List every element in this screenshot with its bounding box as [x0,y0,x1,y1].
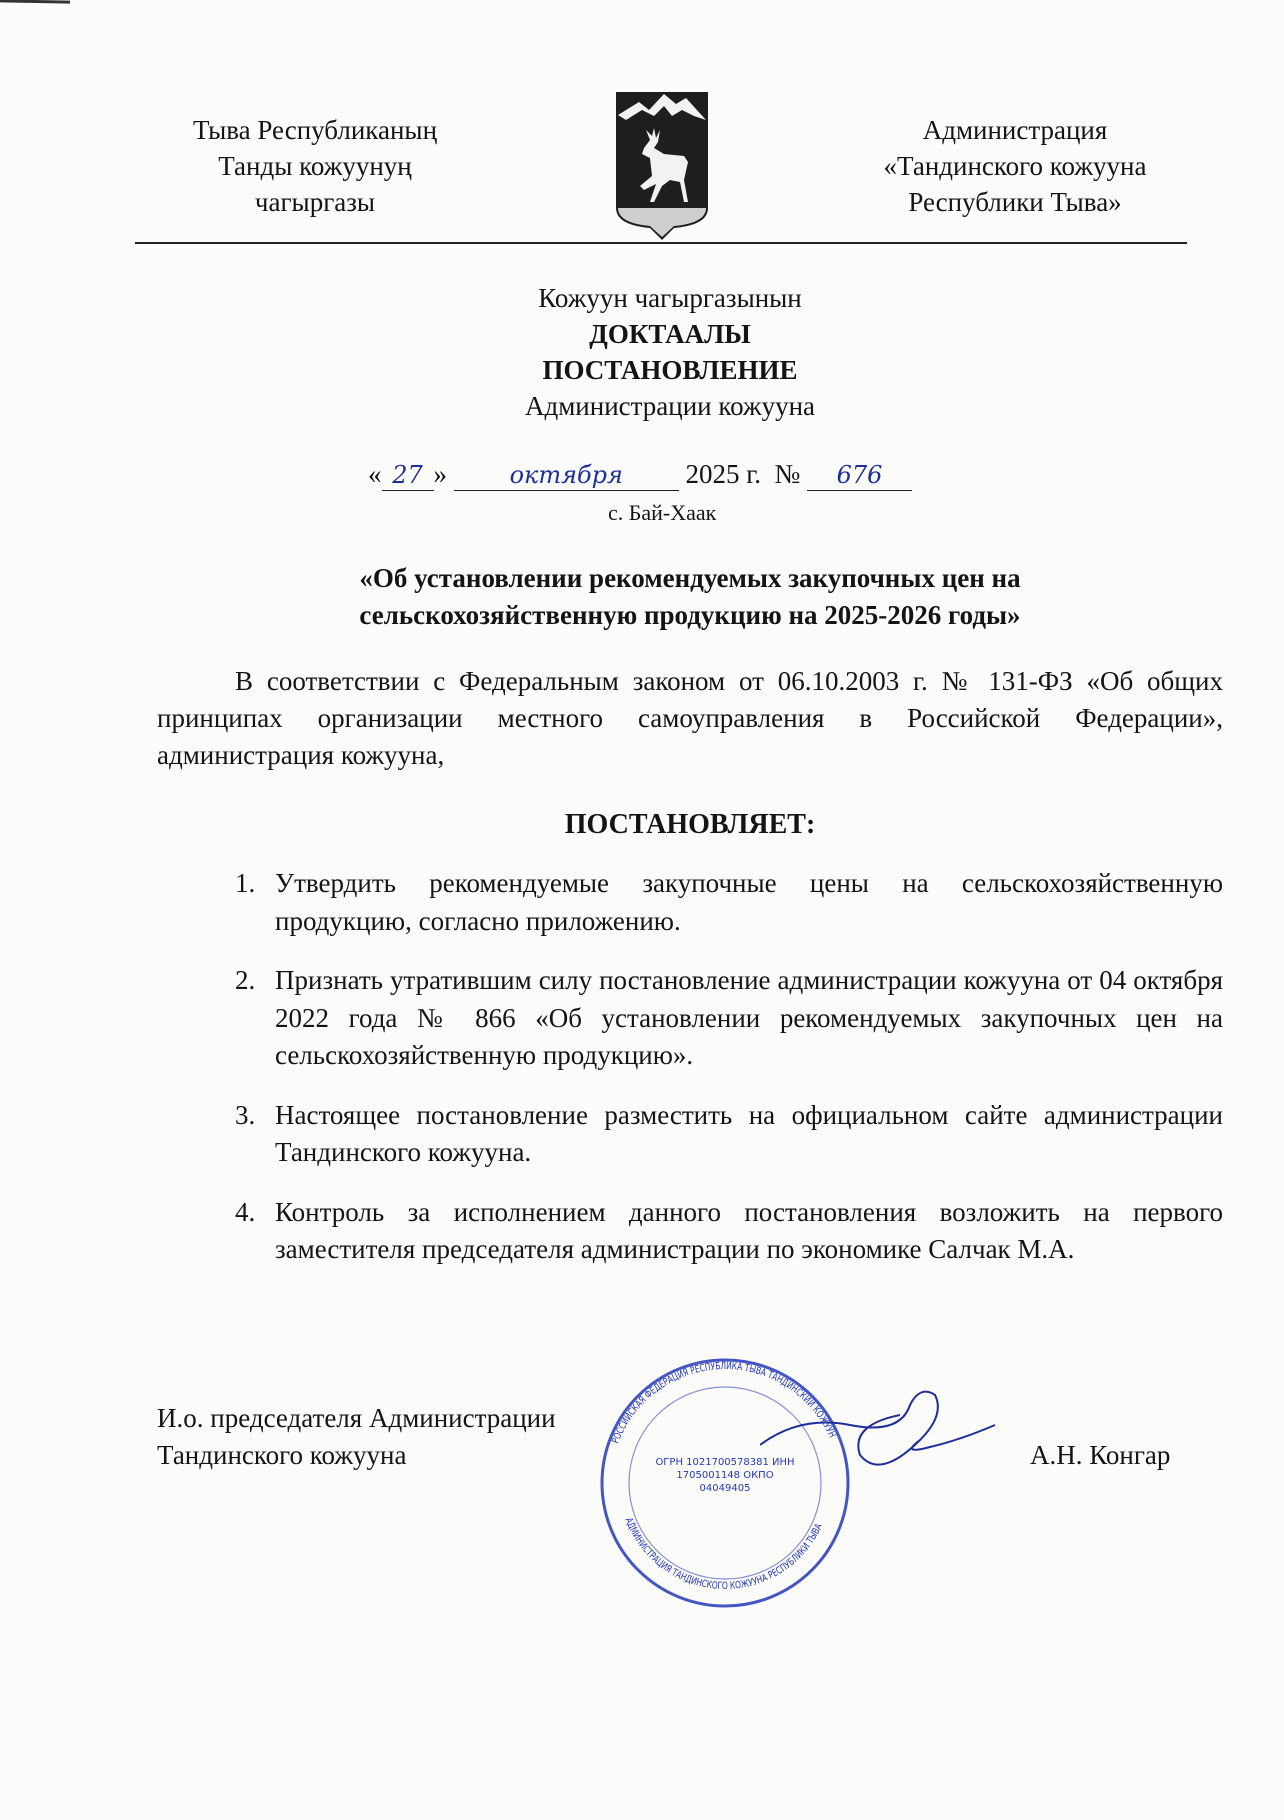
item-text: Настоящее постановление разместить на официальном сайте администрации Тандинского кожууна. [275,1099,1223,1167]
position-line: Тандинского кожууна [157,1440,407,1470]
doc-type-line: Администрации кожууна [524,391,816,421]
header-divider [135,242,1187,244]
header-right [835,112,1195,220]
title-line: «Об установлении рекомендуемых закупочных цен на [359,563,1021,593]
document-body [157,560,1223,1269]
list-item [235,1097,1223,1172]
document-type [400,280,940,424]
header-left [135,112,495,220]
handwritten-signature [760,1385,1000,1485]
svg-text:АДМИНИСТРАЦИЯ ТАНДИНСКОГО КОЖУ [623,1516,825,1592]
item-text: Признать утратившим силу постановление администрации кожууна от 04 октября 2022 года № 866 «Об установлении рекомендуемых закупочных цен на сельскохозяйственную продукцию». [275,965,1223,1070]
quote: « [368,459,382,489]
date-year: 2025 г. [685,459,762,489]
header-left-line: Танды кожуунуң [218,151,412,181]
header-left-line: Тыва Республиканың [192,115,438,145]
quote: » [433,459,447,489]
header-left-line: чагыргазы [254,187,376,217]
item-number: 2. [235,965,256,995]
doc-type-line: Кожуун чагыргазынын [538,283,802,313]
list-item [235,1194,1223,1269]
item-text: Утвердить рекомендуемые закупочные цены на сельскохозяйственную продукцию, согласно приложению. [275,868,1223,936]
resolves-heading: ПОСТАНОВЛЯЕТ: [564,809,816,840]
item-number: 1. [235,868,256,898]
scan-mark [0,0,70,4]
title-line: сельскохозяйственную продукцию на 2025-2026 годы» [359,600,1021,630]
position-line: И.о. председателя Администрации [157,1403,556,1433]
item-number: 3. [235,1099,256,1130]
signatory-position [157,1400,556,1474]
deer-coat-of-arms-icon [614,90,710,240]
stamp-outer-text: РОССИЙСКАЯ ФЕДЕРАЦИЯ РЕСПУБЛИКА ТЫВА ТАНДИНСКИЙ КОЖУУН [610,1361,838,1446]
doc-type-line: ПОСТАНОВЛЕНИЕ [542,355,798,385]
list-item [235,865,1223,940]
stamp-inner-text: АДМИНИСТРАЦИЯ ТАНДИНСКОГО КОЖУУНА РЕСПУБЛИКИ ТЫВА [622,1516,826,1593]
number-sign: № [774,459,801,489]
date-day: 27 [382,460,434,491]
doc-type-line: ДОКТААЛЫ [589,319,751,349]
place: с. Бай-Хаак [608,500,717,525]
header-right-line: Администрация [922,115,1108,145]
date-number-line [368,456,912,493]
date-month: октября [454,460,679,491]
preamble: В соответствии с Федеральным законом от 06.10.2003 г. № 131-ФЗ «Об общих принципах организации местного самоуправления в Российской Федерации», администрация кожууна, [157,666,1223,770]
item-text: Контроль за исполнением данного постановления возложить на первого заместителя председателя администрации по экономике Салчак М.А. [275,1196,1223,1264]
document-number: 676 [807,460,912,491]
item-number: 4. [235,1196,256,1227]
signatory-name: А.Н. Конгар [1030,1440,1171,1470]
header-right-line: «Тандинского кожууна [883,151,1147,181]
header-right-line: Республики Тыва» [908,187,1122,217]
list-item [235,962,1223,1075]
stamp-codes: ОГРН 1021700578381 ИНН 1705001148 ОКПО 04049405 [655,1457,795,1494]
document-title [157,560,1223,634]
